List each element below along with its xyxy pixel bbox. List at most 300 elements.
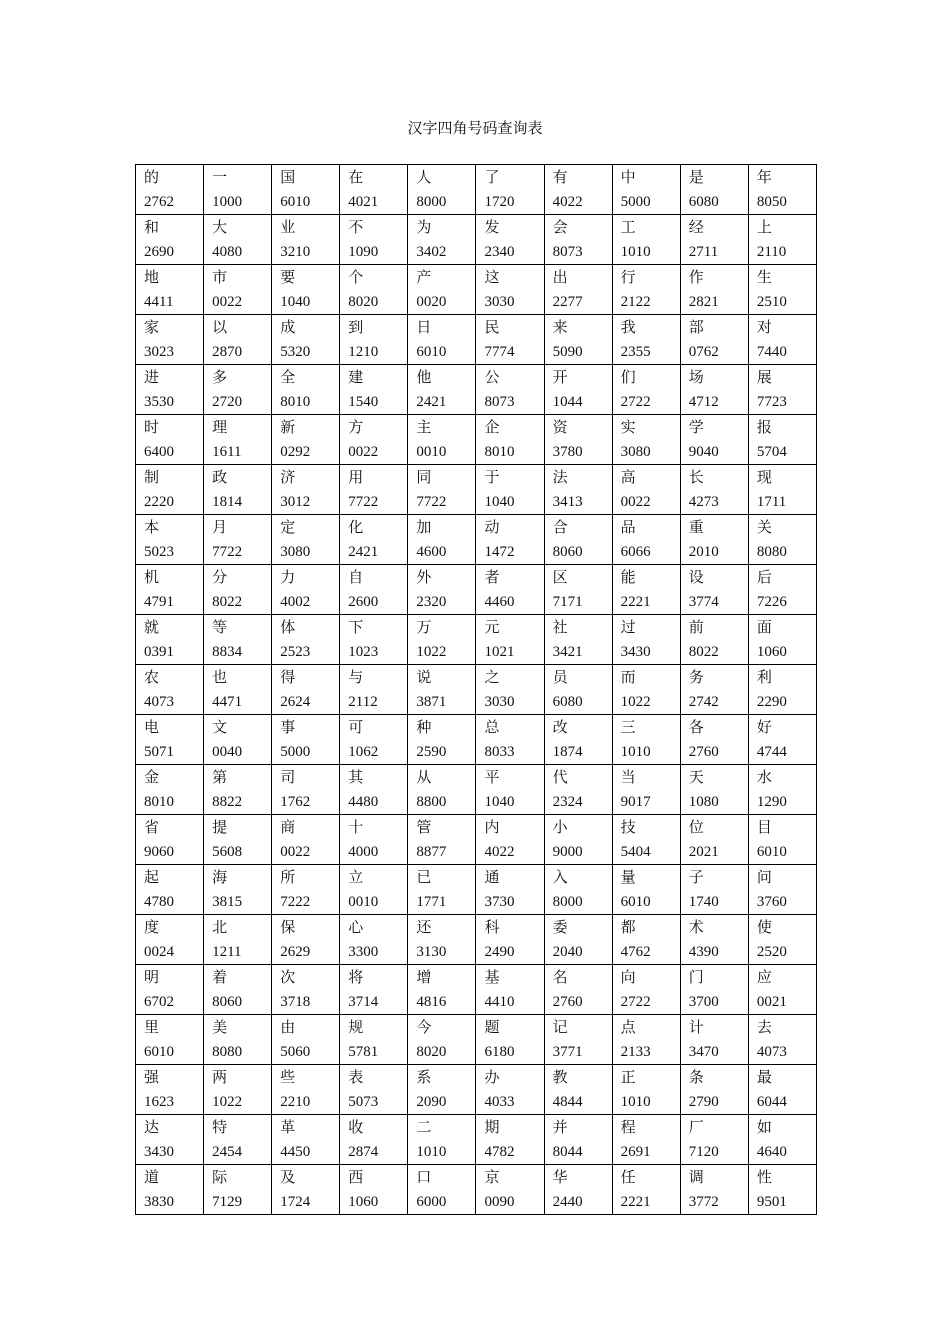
hanzi-character: 还 [416, 918, 432, 936]
table-row [136, 765, 817, 815]
hanzi-character: 下 [348, 618, 364, 636]
hanzi-character: 基 [484, 968, 500, 986]
hanzi-character: 作 [688, 268, 704, 286]
table-row [136, 865, 817, 915]
table-cell [340, 665, 408, 715]
table-cell [204, 1015, 272, 1065]
four-corner-code: 8834 [212, 644, 243, 660]
table-cell [748, 465, 816, 515]
table-cell [340, 315, 408, 365]
hanzi-character: 制 [144, 468, 160, 486]
table-cell [136, 765, 204, 815]
table-cell [204, 315, 272, 365]
four-corner-code: 4080 [212, 244, 243, 260]
four-corner-code: 2722 [620, 394, 651, 410]
hanzi-character: 门 [688, 968, 704, 986]
table-cell [340, 765, 408, 815]
table-cell [136, 1065, 204, 1115]
hanzi-character: 过 [620, 618, 636, 636]
hanzi-character: 家 [144, 318, 160, 336]
table-cell [612, 365, 680, 415]
table-cell [340, 215, 408, 265]
table-cell [748, 315, 816, 365]
table-cell [680, 715, 748, 765]
hanzi-character: 现 [756, 468, 772, 486]
table-cell [612, 965, 680, 1015]
hanzi-character: 商 [280, 818, 296, 836]
hanzi-character: 由 [280, 1018, 296, 1036]
four-corner-code: 0020 [416, 294, 447, 310]
hanzi-character: 开 [552, 368, 568, 386]
four-corner-code: 8010 [484, 444, 515, 460]
table-cell [408, 265, 476, 315]
table-cell [340, 165, 408, 215]
table-cell [408, 1115, 476, 1165]
table-cell [680, 1115, 748, 1165]
table-cell [408, 915, 476, 965]
four-corner-code: 4480 [348, 794, 379, 810]
hanzi-character: 外 [416, 568, 432, 586]
table-cell [408, 1065, 476, 1115]
table-cell [476, 765, 544, 815]
four-corner-code: 1023 [348, 644, 379, 660]
four-corner-code: 1720 [484, 194, 515, 210]
table-cell [612, 165, 680, 215]
table-cell [136, 1015, 204, 1065]
table-cell [272, 765, 340, 815]
table-cell [204, 215, 272, 265]
table-cell [544, 565, 612, 615]
table-cell [544, 415, 612, 465]
four-corner-code: 0391 [144, 644, 174, 660]
table-row [136, 915, 817, 965]
four-corner-code: 2290 [756, 694, 787, 710]
four-corner-code: 7722 [212, 544, 243, 560]
four-corner-code: 4780 [144, 894, 174, 910]
four-corner-code: 1724 [280, 1194, 311, 1210]
table-cell [272, 615, 340, 665]
hanzi-character: 两 [212, 1068, 228, 1086]
four-corner-code: 0090 [484, 1194, 515, 1210]
table-cell [748, 1115, 816, 1165]
four-corner-code: 2010 [688, 544, 719, 560]
table-cell [408, 765, 476, 815]
table-cell [612, 1015, 680, 1065]
four-corner-code: 2510 [756, 294, 787, 310]
four-corner-code: 9501 [756, 1194, 787, 1210]
table-cell [340, 865, 408, 915]
four-corner-code: 4073 [756, 1044, 787, 1060]
hanzi-character: 入 [552, 868, 568, 886]
hanzi-character: 管 [416, 818, 432, 836]
four-corner-code: 2112 [348, 694, 378, 710]
hanzi-character: 生 [756, 268, 772, 286]
four-corner-code: 4410 [484, 994, 515, 1010]
table-cell [748, 715, 816, 765]
four-corner-code: 3402 [416, 244, 447, 260]
hanzi-character: 务 [688, 668, 704, 686]
four-corner-code: 6180 [484, 1044, 515, 1060]
hanzi-character: 前 [688, 618, 704, 636]
table-cell [544, 715, 612, 765]
four-corner-code: 0762 [688, 344, 719, 360]
four-corner-code: 3413 [552, 494, 583, 510]
table-cell [136, 565, 204, 615]
hanzi-character: 不 [348, 218, 364, 236]
table-cell [408, 665, 476, 715]
four-corner-code: 1210 [348, 344, 379, 360]
hanzi-character: 一 [212, 168, 228, 186]
hanzi-character: 上 [756, 218, 772, 236]
four-corner-code: 1010 [620, 1094, 651, 1110]
four-corner-code: 1540 [348, 394, 379, 410]
table-cell [476, 515, 544, 565]
table-cell [272, 215, 340, 265]
four-corner-code: 5704 [756, 444, 787, 460]
four-corner-code: 2520 [756, 944, 787, 960]
four-corner-code: 2870 [212, 344, 243, 360]
table-cell [340, 1015, 408, 1065]
four-corner-code: 2760 [552, 994, 583, 1010]
four-corner-code: 1040 [484, 794, 515, 810]
four-corner-code: 2277 [552, 294, 583, 310]
table-row [136, 215, 817, 265]
four-corner-code: 0022 [280, 844, 311, 860]
table-cell [408, 615, 476, 665]
four-corner-code: 8044 [552, 1144, 583, 1160]
table-cell [748, 915, 816, 965]
four-corner-code: 8877 [416, 844, 447, 860]
hanzi-character: 个 [348, 268, 364, 286]
four-corner-code: 1010 [620, 744, 651, 760]
hanzi-character: 区 [552, 568, 568, 586]
four-corner-code: 1762 [280, 794, 311, 810]
four-corner-code: 4021 [348, 194, 379, 210]
hanzi-character: 分 [212, 568, 228, 586]
four-corner-code: 8080 [212, 1044, 243, 1060]
hanzi-character: 定 [280, 518, 296, 536]
four-corner-code: 2624 [280, 694, 311, 710]
hanzi-character: 们 [620, 368, 636, 386]
four-corner-code: 5608 [212, 844, 243, 860]
table-cell [748, 765, 816, 815]
four-corner-code: 5000 [280, 744, 311, 760]
hanzi-character: 起 [144, 868, 160, 886]
hanzi-character: 政 [212, 468, 228, 486]
hanzi-character: 来 [552, 318, 568, 336]
four-corner-code: 4816 [416, 994, 447, 1010]
hanzi-character: 企 [484, 418, 500, 436]
four-corner-code: 1740 [688, 894, 719, 910]
hanzi-character: 新 [280, 418, 296, 436]
hanzi-character: 计 [688, 1018, 704, 1036]
hanzi-character: 农 [144, 668, 160, 686]
hanzi-character: 国 [280, 168, 296, 186]
hanzi-character: 好 [756, 718, 772, 736]
table-cell [136, 1165, 204, 1215]
table-row [136, 415, 817, 465]
hanzi-character: 三 [620, 718, 636, 736]
table-cell [612, 465, 680, 515]
hanzi-character: 化 [348, 518, 364, 536]
hanzi-character: 主 [416, 418, 432, 436]
hanzi-character: 与 [348, 668, 364, 686]
hanzi-character: 后 [756, 568, 772, 586]
hanzi-character: 产 [416, 268, 432, 286]
four-corner-code: 8010 [144, 794, 174, 810]
four-corner-code: 1060 [348, 1194, 379, 1210]
hanzi-character: 系 [416, 1068, 432, 1086]
hanzi-character: 西 [348, 1168, 364, 1186]
table-cell [476, 615, 544, 665]
four-corner-code: 3871 [416, 694, 447, 710]
four-corner-code: 1021 [484, 644, 515, 660]
table-cell [612, 1165, 680, 1215]
four-corner-code: 3300 [348, 944, 379, 960]
table-cell [680, 215, 748, 265]
four-corner-code: 1060 [756, 644, 787, 660]
four-corner-code: 5320 [280, 344, 311, 360]
table-cell [340, 1115, 408, 1165]
hanzi-character: 为 [416, 218, 432, 236]
four-corner-code: 3830 [144, 1194, 174, 1210]
four-corner-code: 1090 [348, 244, 379, 260]
hanzi-character: 条 [688, 1068, 704, 1086]
four-corner-code: 2874 [348, 1144, 379, 1160]
hanzi-character: 在 [348, 168, 364, 186]
four-corner-code: 6010 [756, 844, 787, 860]
table-row [136, 815, 817, 865]
four-corner-code: 9040 [688, 444, 719, 460]
hanzi-character: 民 [484, 318, 500, 336]
table-cell [476, 415, 544, 465]
hanzi-character: 社 [552, 618, 568, 636]
four-corner-code: 2690 [144, 244, 174, 260]
hanzi-character: 可 [348, 718, 364, 736]
hanzi-character: 成 [280, 318, 296, 336]
hanzi-character: 名 [552, 968, 568, 986]
table-row [136, 715, 817, 765]
table-cell [680, 615, 748, 665]
table-row [136, 1065, 817, 1115]
four-corner-code: 5090 [552, 344, 583, 360]
hanzi-character: 并 [552, 1118, 568, 1136]
four-corner-code: 1022 [620, 694, 651, 710]
table-cell [612, 815, 680, 865]
four-corner-code: 6400 [144, 444, 174, 460]
hanzi-character: 所 [280, 868, 296, 886]
table-cell [340, 465, 408, 515]
hanzi-character: 委 [552, 918, 568, 936]
four-corner-code: 2722 [620, 994, 651, 1010]
hanzi-character: 说 [416, 668, 432, 686]
four-corner-code: 8020 [348, 294, 379, 310]
hanzi-character: 总 [484, 718, 500, 736]
hanzi-character: 各 [688, 718, 704, 736]
four-corner-code: 4640 [756, 1144, 787, 1160]
hanzi-character: 有 [552, 168, 568, 186]
table-cell [204, 365, 272, 415]
four-corner-code: 3718 [280, 994, 311, 1010]
hanzi-character: 都 [620, 918, 636, 936]
hanzi-character: 工 [620, 218, 636, 236]
table-cell [544, 765, 612, 815]
four-corner-code-table [135, 164, 817, 1215]
hanzi-character: 和 [144, 218, 160, 236]
table-cell [136, 515, 204, 565]
four-corner-code: 3030 [484, 294, 515, 310]
hanzi-character: 子 [688, 868, 704, 886]
table-cell [680, 365, 748, 415]
four-corner-code: 1472 [484, 544, 515, 560]
hanzi-character: 法 [552, 468, 568, 486]
hanzi-character: 自 [348, 568, 364, 586]
table-cell [136, 415, 204, 465]
table-cell [680, 915, 748, 965]
four-corner-code: 6010 [416, 344, 447, 360]
hanzi-character: 设 [688, 568, 704, 586]
table-cell [748, 515, 816, 565]
hanzi-character: 目 [756, 818, 772, 836]
table-cell [612, 615, 680, 665]
hanzi-character: 心 [348, 918, 364, 936]
table-cell [612, 415, 680, 465]
four-corner-code: 2762 [144, 194, 174, 210]
table-cell [612, 565, 680, 615]
hanzi-character: 办 [484, 1068, 500, 1086]
four-corner-code: 2600 [348, 594, 379, 610]
four-corner-code: 2711 [688, 244, 719, 260]
table-cell [408, 1015, 476, 1065]
four-corner-code: 2133 [620, 1044, 651, 1060]
four-corner-code: 6000 [416, 1194, 447, 1210]
four-corner-code: 3470 [688, 1044, 719, 1060]
hanzi-character: 能 [620, 568, 636, 586]
four-corner-code: 8000 [552, 894, 583, 910]
table-cell [476, 965, 544, 1015]
four-corner-code: 7120 [688, 1144, 719, 1160]
hanzi-character: 内 [484, 818, 500, 836]
hanzi-character: 天 [688, 768, 704, 786]
table-cell [544, 665, 612, 715]
table-cell [544, 915, 612, 965]
hanzi-character: 记 [552, 1018, 568, 1036]
table-cell [544, 615, 612, 665]
four-corner-code: 8073 [552, 244, 583, 260]
four-corner-code: 2742 [688, 694, 719, 710]
four-corner-code: 8022 [212, 594, 243, 610]
four-corner-code: 8022 [688, 644, 719, 660]
four-corner-code: 7722 [416, 494, 447, 510]
four-corner-code: 4600 [416, 544, 447, 560]
hanzi-character: 人 [416, 168, 432, 186]
table-cell [680, 1015, 748, 1065]
four-corner-code: 2523 [280, 644, 311, 660]
table-cell [680, 965, 748, 1015]
hanzi-character: 次 [280, 968, 296, 986]
hanzi-character: 等 [212, 618, 228, 636]
table-cell [204, 415, 272, 465]
hanzi-character: 高 [620, 468, 636, 486]
four-corner-code: 6010 [144, 1044, 174, 1060]
four-corner-code: 3730 [484, 894, 515, 910]
table-cell [204, 265, 272, 315]
table-cell [680, 465, 748, 515]
four-corner-code: 4744 [756, 744, 787, 760]
four-corner-code: 1022 [416, 644, 447, 660]
table-cell [340, 1165, 408, 1215]
four-corner-code: 2760 [688, 744, 719, 760]
four-corner-code: 3430 [144, 1144, 174, 1160]
table-cell [680, 1065, 748, 1115]
table-cell [136, 965, 204, 1015]
four-corner-code: 7129 [212, 1194, 243, 1210]
four-corner-code: 1611 [212, 444, 242, 460]
table-cell [544, 365, 612, 415]
hanzi-character: 之 [484, 668, 500, 686]
hanzi-character: 以 [212, 318, 228, 336]
table-cell [544, 215, 612, 265]
four-corner-code: 6010 [280, 194, 311, 210]
table-cell [136, 865, 204, 915]
four-corner-code: 7226 [756, 594, 787, 610]
table-cell [612, 215, 680, 265]
four-corner-code: 4033 [484, 1094, 515, 1110]
hanzi-character: 已 [416, 868, 432, 886]
four-corner-code: 5071 [144, 744, 174, 760]
table-cell [544, 815, 612, 865]
hanzi-character: 同 [416, 468, 432, 486]
table-cell [272, 365, 340, 415]
four-corner-code: 7723 [756, 394, 787, 410]
four-corner-code: 7222 [280, 894, 311, 910]
hanzi-character: 平 [484, 768, 500, 786]
table-cell [612, 915, 680, 965]
table-cell [680, 815, 748, 865]
four-corner-code: 1044 [552, 394, 583, 410]
table-cell [204, 465, 272, 515]
table-cell [408, 865, 476, 915]
hanzi-character: 位 [688, 818, 704, 836]
four-corner-code: 3080 [280, 544, 311, 560]
four-corner-code: 2220 [144, 494, 174, 510]
hanzi-character: 学 [688, 418, 704, 436]
table-cell [272, 815, 340, 865]
four-corner-code: 4460 [484, 594, 515, 610]
table-cell [748, 665, 816, 715]
four-corner-code: 8080 [756, 544, 787, 560]
table-cell [408, 965, 476, 1015]
four-corner-code: 3815 [212, 894, 243, 910]
four-corner-code: 3210 [280, 244, 311, 260]
table-cell [408, 815, 476, 865]
four-corner-code: 3774 [688, 594, 719, 610]
four-corner-code: 2340 [484, 244, 515, 260]
hanzi-character: 者 [484, 568, 500, 586]
four-corner-code: 1711 [756, 494, 787, 510]
table-cell [680, 1165, 748, 1215]
hanzi-character: 重 [688, 518, 704, 536]
hanzi-character: 度 [144, 918, 160, 936]
hanzi-character: 全 [280, 368, 296, 386]
hanzi-character: 华 [552, 1168, 568, 1186]
hanzi-character: 强 [144, 1068, 160, 1086]
hanzi-character: 用 [348, 468, 364, 486]
hanzi-character: 动 [484, 518, 500, 536]
hanzi-character: 就 [144, 618, 160, 636]
hanzi-character: 些 [280, 1068, 296, 1086]
table-cell [476, 915, 544, 965]
